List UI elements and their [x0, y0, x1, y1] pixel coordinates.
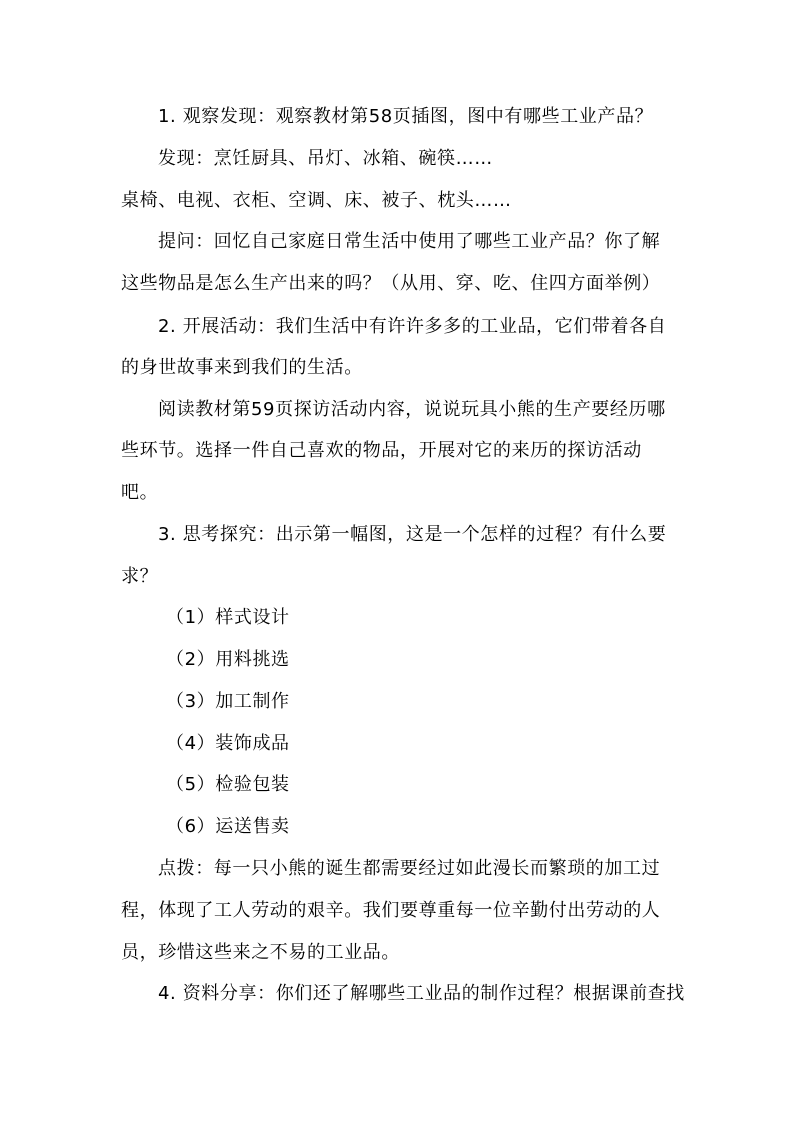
- paragraph-reading: 阅读教材第59页探访活动内容，说说玩具小熊的生产要经历哪: [158, 399, 666, 420]
- paragraph-question-continued: 这些物品是怎么生产出来的吗？（从用、穿、吃、住四方面举例）: [121, 273, 661, 294]
- paragraph-think-heading: 3. 思考探究：出示第一幅图，这是一个怎样的过程？有什么要: [158, 524, 667, 545]
- paragraph-guidance: 点拨：每一只小熊的诞生都需要经过如此漫长而繁琐的加工过: [158, 858, 661, 879]
- paragraph-think-continued: 求？: [121, 566, 159, 587]
- list-item: （1）样式设计: [166, 607, 290, 628]
- paragraph-guidance-end: 员，珍惜这些来之不易的工业品。: [121, 942, 400, 963]
- list-item: （2）用料挑选: [166, 649, 290, 670]
- list-item: （5）检验包装: [166, 774, 290, 795]
- list-item: （6）运送售卖: [166, 816, 290, 837]
- paragraph-guidance-continued: 程，体现了工人劳动的艰辛。我们要尊重每一位辛勤付出劳动的人: [121, 900, 661, 921]
- paragraph-question: 提问：回忆自己家庭日常生活中使用了哪些工业产品？你了解: [158, 231, 661, 252]
- paragraph-reading-continued: 些环节。选择一件自己喜欢的物品，开展对它的来历的探访活动: [121, 440, 642, 461]
- paragraph-reading-end: 吧。: [121, 482, 159, 503]
- paragraph-activity-heading: 2. 开展活动：我们生活中有许许多多的工业品，它们带着各自: [158, 316, 667, 337]
- list-item: （3）加工制作: [166, 691, 290, 712]
- paragraph-observe-heading: 1. 观察发现：观察教材第58页插图，图中有哪些工业产品？: [158, 106, 654, 127]
- paragraph-discovery-continued: 桌椅、电视、衣柜、空调、床、被子、枕头……: [121, 190, 512, 211]
- paragraph-activity-continued: 的身世故事来到我们的生活。: [121, 357, 363, 378]
- paragraph-share-heading: 4. 资料分享：你们还了解哪些工业品的制作过程？根据课前查找: [158, 983, 685, 1004]
- list-item: （4）装饰成品: [166, 733, 290, 754]
- paragraph-discovery: 发现：烹饪厨具、吊灯、冰箱、碗筷……: [158, 148, 493, 169]
